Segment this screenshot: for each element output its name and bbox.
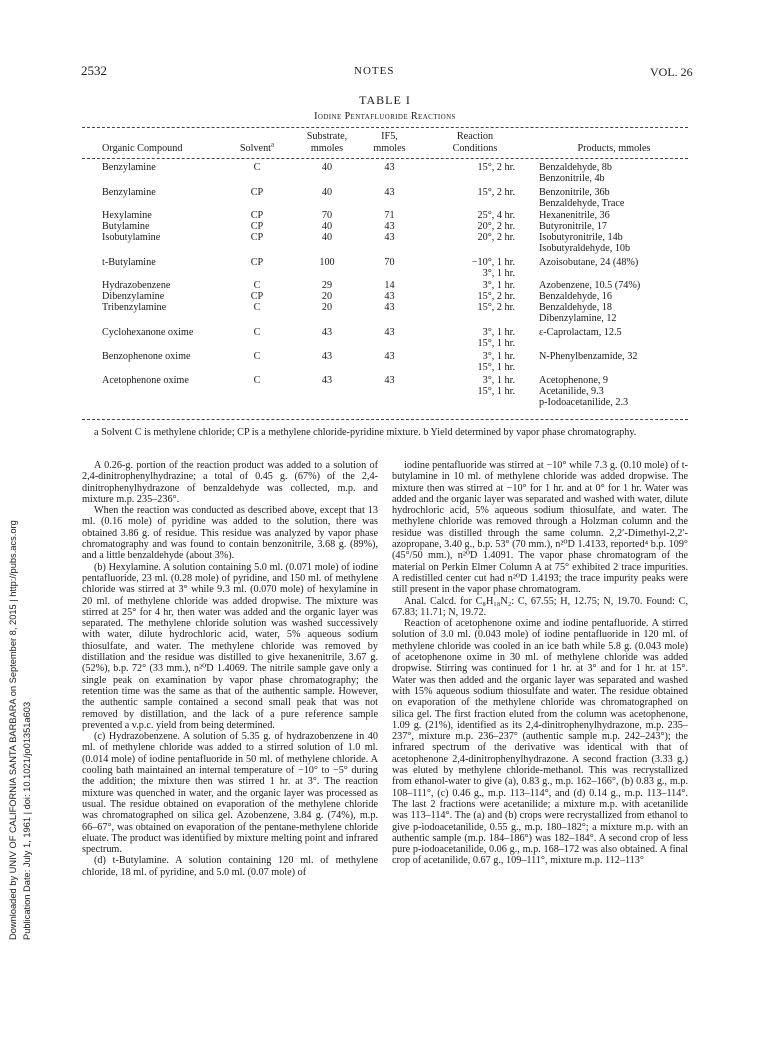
- condition-line: 20°, 2 hr.: [477, 221, 515, 232]
- header-substrate-line-1: Substrate,: [306, 131, 348, 142]
- product-line: Benzaldehyde, 18: [539, 302, 612, 313]
- cell-solvent: C: [253, 162, 261, 173]
- condition-line: 15°, 1 hr.: [477, 338, 515, 349]
- product-line: Benzonitrile, 36b: [539, 187, 610, 198]
- paragraph: When the reaction was conducted as described above, except that 13 ml. (0.16 mole) of pyridine was added to the solution, there was obtained 3.86 g. of residue. This residue was analyzed by vapor phase chromatography and was found to contain benzonitrile, 3.68 g. (89%), and a little benzaldehyde (about 3%).: [82, 505, 378, 562]
- paragraph: Anal. Calcd. for C₈H₁₈N₂: C, 67.55; H, 12.75; N, 19.70. Found: C, 67.83; 11.71; N, 19.72.: [392, 595, 688, 618]
- cell-compound: t-Butylamine: [102, 257, 156, 268]
- volume-label: VOL. 26: [650, 65, 693, 79]
- cell-conditions: [422, 232, 515, 243]
- header-products: Products, mmoles: [577, 143, 651, 154]
- cell-products: [539, 210, 689, 221]
- cell-solvent: C: [253, 375, 261, 386]
- cell-conditions: [422, 187, 515, 198]
- cell-solvent: CP: [250, 221, 264, 232]
- paragraph: (d) t-Butylamine. A solution containing 120 ml. of methylene chloride, 18 ml. of pyridine, and 5.0 ml. (0.07 mole) of: [82, 855, 378, 878]
- cell-substrate: 43: [321, 327, 333, 338]
- cell-if5: 71: [384, 210, 395, 221]
- cell-conditions: [422, 210, 515, 221]
- cell-compound: Hydrazobenzene: [102, 280, 171, 291]
- table-title: TABLE I: [359, 93, 411, 107]
- cell-substrate: 20: [321, 302, 333, 313]
- header-compound: Organic Compound: [102, 143, 183, 154]
- product-line: Benzonitrile, 4b: [539, 173, 605, 184]
- cell-products: [539, 375, 689, 408]
- cell-conditions: [422, 280, 515, 291]
- condition-line: 15°, 2 hr.: [477, 187, 515, 198]
- product-line: Butyronitrile, 17: [539, 221, 607, 232]
- cell-if5: 43: [384, 291, 395, 302]
- cell-compound: Dibenzylamine: [102, 291, 165, 302]
- paragraph: iodine pentafluoride was stirred at −10° while 7.3 g. (0.10 mole) of t-butylamine in 10 ml. of methylene chloride was added dropwise. The mixture then was stirred at −10° for 1 hr. and at 0° for 1 hr. Water was added and the organic layer was separated and washed with water, dilute hydrochloric acid, 5% aqueous sodium thiosulfate, and water. The methylene chloride was removed through a Holzman column and the residue was distilled through the same column. 2,2′-Dimethyl-2,2′-azopropane, 3.40 g., b.p. 53° (70 mm.), n²⁰D 1.4133, reported⁴ b.p. 109° (45°/50 mm.), n²⁰D 1.4091. The vapor phase chromatogram of the material on Perkin Elmer Column A at 75° exhibited 2 trace impurities. A redistilled center cut had n²⁰D 1.4193; the trace impurity peaks were still present in the vapor phase chromatogram.: [392, 460, 688, 596]
- cell-compound: Benzophenone oxime: [102, 351, 191, 362]
- cell-products: [539, 221, 689, 232]
- product-line: Azobenzene, 10.5 (74%): [539, 280, 641, 291]
- product-line: p-Iodoacetanilide, 2.3: [539, 397, 629, 408]
- header-substrate-line-2: mmoles: [310, 143, 344, 154]
- cell-products: [539, 351, 689, 362]
- cell-if5: 43: [384, 327, 395, 338]
- cell-solvent: CP: [250, 210, 264, 221]
- cell-conditions: [422, 375, 515, 397]
- cell-products: [539, 187, 689, 209]
- condition-line: 3°, 1 hr.: [482, 375, 515, 386]
- condition-line: 15°, 1 hr.: [477, 386, 515, 397]
- download-notice-line-1: Downloaded by UNIV OF CALIFORNIA SANTA BARBARA on September 8, 2015 | http://pubs.acs.org: [8, 520, 18, 940]
- product-line: Hexanenitrile, 36: [539, 210, 610, 221]
- condition-line: 3°, 1 hr.: [482, 351, 515, 362]
- cell-if5: 43: [384, 187, 395, 198]
- header-solvent-label: Solvent: [239, 143, 272, 154]
- cell-conditions: [422, 257, 515, 279]
- right-text-column: [392, 460, 688, 867]
- cell-solvent: C: [253, 280, 261, 291]
- table-caption: Iodine Pentafluoride Reactions: [314, 111, 456, 122]
- product-line: Benzaldehyde, Trace: [539, 198, 625, 209]
- table-top-rule: [82, 127, 688, 128]
- product-line: Acetophenone, 9: [539, 375, 609, 386]
- header-conditions: [430, 131, 520, 155]
- condition-line: 25°, 4 hr.: [477, 210, 515, 221]
- paragraph: (c) Hydrazobenzene. A solution of 5.35 g. of hydrazobenzene in 40 ml. of methylene chloride was added to a stirred solution of 1.0 ml. (0.014 mole) of iodine pentafluoride in 50 ml. of methylene chloride. A cooling bath maintained an internal temperature of −10° to −5° during the addition; the mixture then was stirred 1 hr. at 3°. The reaction mixture was quenched in water, and the organic layer was processed as usual. The residue obtained on evaporation of the methylene chloride was chromatographed on silica gel. Azobenzene, 3.84 g. (74%), m.p. 66–67°, was obtained on evaporation of the pentane-methylene chloride eluate. The product was identified by mixture melting point and infrared spectrum.: [82, 731, 378, 856]
- paragraph: (b) Hexylamine. A solution containing 5.0 ml. (0.071 mole) of iodine pentafluoride, 23 ml. (0.28 mole) of pyridine, and 150 ml. of methylene chloride was stirred at 3° while 9.3 ml. (0.070 mole) of hexylamine in 20 ml. of methylene chloride was added dropwise. The mixture was stirred at 25° for 4 hr, then water was added and the organic layer was separated. The methylene chloride solution was washed successively with water, dilute hydrochloric acid, water, 5% aqueous sodium thiosulfate, and water. The methylene chloride was removed by distillation and the residue was distilled to give hexanenitrile, 3.67 g. (52%), b.p. 72° (33 mm.), n²⁰D 1.4069. The nitrile sample gave only a single peak on examination by vapor phase chromatography; the retention time was the same as that of the authentic sample. However, the authentic sample contained a second small peak that was not removed by distillation, and the lack of a pure reference sample prevented a v.p.c. yield from being determined.: [82, 561, 378, 731]
- product-line: Isobutyronitrile, 14b: [539, 232, 623, 243]
- cell-products: [539, 232, 689, 254]
- cell-substrate: 40: [321, 221, 333, 232]
- paragraph: A 0.26-g. portion of the reaction product was added to a solution of 2,4-dinitrophenylhydrazine; a total of 0.45 g. (67%) of the 2,4-dinitrophenylhydrazone of benzaldehyde was collected, m.p. and mixture m.p. 235–236°.: [82, 460, 378, 505]
- condition-line: 3°, 1 hr.: [482, 327, 515, 338]
- condition-line: −10°, 1 hr.: [471, 257, 515, 268]
- cell-substrate: 100: [319, 257, 335, 268]
- cell-if5: 43: [384, 351, 395, 362]
- cell-conditions: [422, 302, 515, 313]
- cell-solvent: CP: [250, 232, 264, 243]
- condition-line: 15°, 2 hr.: [477, 302, 515, 313]
- condition-line: 15°, 2 hr.: [477, 291, 515, 302]
- cell-products: [539, 327, 689, 338]
- product-line: ε-Caprolactam, 12.5: [539, 327, 622, 338]
- cell-conditions: [422, 162, 515, 173]
- header-substrate: [297, 131, 357, 155]
- condition-line: 3°, 1 hr.: [482, 268, 515, 279]
- product-line: Benzaldehyde, 8b: [539, 162, 612, 173]
- header-conditions-line-2: Conditions: [452, 143, 498, 154]
- cell-compound: Butylamine: [102, 221, 150, 232]
- journal-section: NOTES: [354, 65, 395, 77]
- cell-products: [539, 302, 689, 324]
- paragraph: Reaction of acetophenone oxime and iodine pentafluoride. A stirred solution of 3.0 ml. (0.043 mole) of iodine pentafluoride in 120 ml. of methylene chloride was cooled in an ice bath while 5.8 g. (0.043 mole) of acetophenone oxime in 30 ml. of methylene chloride was added dropwise. Stirring was continued for 1 hr. at 3° and for 1 hr. at 15°. Water was then added and the organic layer was separated and washed with 15% aqueous sodium thiosulfate and water. The residue obtained on evaporation of the methylene chloride was chromatographed on silica gel. The first fraction eluted from the column was acetophenone, 1.09 g. (21%), identified as its 2,4-dinitrophenylhydrazone, m.p. 235–237°, mixture m.p. 236–237° (authentic sample m.p. 242–243°); the infrared spectrum of the derivative was identical with that of acetophenone 2,4-dinitrophenylhydrazone. A second fraction (3.33 g.) was eluted by methylene chloride-methanol. This was recrystallized from ethanol-water to give (a), 0.83 g., m.p. 162–166°, (b) 0.83 g., m.p. 108–111°, (c) 0.46 g., m.p. 113–114°, and (d) 0.14 g., m.p. 113–114°. The last 2 fractions were acetanilide; a mixture m.p. with acetanilide was 113–114°. The (a) and (b) crops were recrystallized from ethanol to give p-iodoacetanilide, 0.55 g., m.p. 180–182°; a mixture m.p. with an authentic sample (m.p. 184–186°) was 182–184°. A second crop of less pure p-iodoacetanilide, 0.06 g., m.p. 168–172 was also obtained. A final crop of acetanilide, 0.67 g., 109–111°, mixture m.p. 112–113°: [392, 618, 688, 867]
- product-line: Dibenzylamine, 12: [539, 313, 617, 324]
- condition-line: 3°, 1 hr.: [482, 280, 515, 291]
- cell-compound: Benzylamine: [102, 162, 156, 173]
- product-line: Acetanilide, 9.3: [539, 386, 604, 397]
- cell-substrate: 40: [321, 187, 333, 198]
- cell-substrate: 40: [321, 232, 333, 243]
- cell-solvent: C: [253, 302, 261, 313]
- cell-substrate: 29: [321, 280, 333, 291]
- cell-compound: Tribenzylamine: [102, 302, 167, 313]
- header-if5: [367, 131, 412, 155]
- cell-if5: 43: [384, 232, 395, 243]
- cell-if5: 14: [384, 280, 395, 291]
- cell-compound: Benzylamine: [102, 187, 156, 198]
- header-solvent: [227, 140, 287, 155]
- condition-line: 15°, 2 hr.: [477, 162, 515, 173]
- cell-solvent: CP: [250, 257, 264, 268]
- cell-solvent: C: [253, 327, 261, 338]
- condition-line: 15°, 1 hr.: [477, 362, 515, 373]
- table-bottom-rule: [82, 419, 688, 420]
- cell-if5: 70: [384, 257, 395, 268]
- product-line: Azoisobutane, 24 (48%): [539, 257, 639, 268]
- cell-compound: Cyclohexanone oxime: [102, 327, 194, 338]
- page-number: 2532: [81, 63, 107, 78]
- left-text-column: [82, 460, 378, 878]
- condition-line: 20°, 2 hr.: [477, 232, 515, 243]
- header-if5-line-2: mmoles: [373, 143, 406, 154]
- table-footnote: a Solvent C is methylene chloride; CP is a methylene chloride-pyridine mixture. b Yield determined by vapor phase chromatography.: [94, 427, 637, 438]
- cell-solvent: CP: [250, 291, 264, 302]
- cell-substrate: 40: [321, 162, 333, 173]
- header-solvent-mark: a: [271, 140, 275, 149]
- cell-products: [539, 291, 689, 302]
- cell-substrate: 70: [321, 210, 333, 221]
- header-if5-line-1: IF5,: [381, 131, 398, 142]
- cell-compound: Hexylamine: [102, 210, 152, 221]
- cell-substrate: 20: [321, 291, 333, 302]
- cell-if5: 43: [384, 221, 395, 232]
- cell-products: [539, 257, 689, 268]
- cell-substrate: 43: [321, 375, 333, 386]
- cell-conditions: [422, 351, 515, 373]
- cell-substrate: 43: [321, 351, 333, 362]
- product-line: Isobutyraldehyde, 10b: [539, 243, 631, 254]
- cell-conditions: [422, 221, 515, 232]
- cell-conditions: [422, 327, 515, 349]
- download-notice-line-2: Publication Date: July 1, 1961 | doi: 10.1021/jo01351a603: [22, 701, 32, 940]
- cell-if5: 43: [384, 375, 395, 386]
- product-line: Benzaldehyde, 16: [539, 291, 612, 302]
- cell-products: [539, 280, 689, 291]
- cell-compound: Isobutylamine: [102, 232, 161, 243]
- product-line: N-Phenylbenzamide, 32: [539, 351, 638, 362]
- download-notice: [6, 240, 48, 940]
- header-conditions-line-1: Reaction: [456, 131, 494, 142]
- cell-products: [539, 162, 689, 184]
- cell-compound: Acetophenone oxime: [102, 375, 189, 386]
- cell-solvent: CP: [250, 187, 264, 198]
- cell-conditions: [422, 291, 515, 302]
- table-header-rule: [82, 158, 688, 159]
- cell-if5: 43: [384, 162, 395, 173]
- cell-if5: 43: [384, 302, 395, 313]
- cell-solvent: C: [253, 351, 261, 362]
